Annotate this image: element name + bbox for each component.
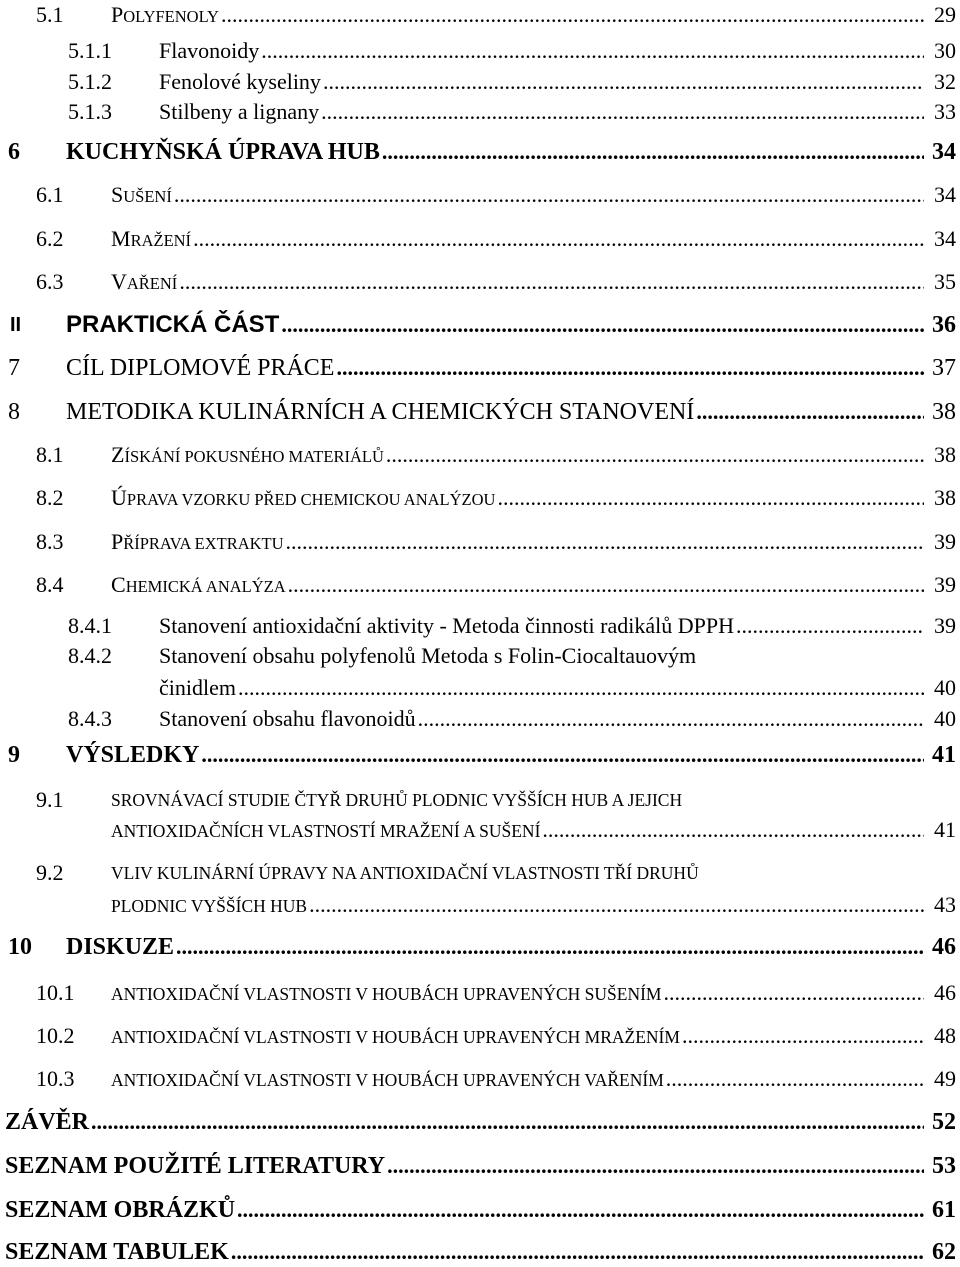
toc-entry-title: ÚPRAVA VZORKU PŘED CHEMICKOU ANALÝZOU [111, 485, 496, 510]
toc-entry-title-cont: ANTIOXIDAČNÍCH VLASTNOSTÍ MRAŽENÍ A SUŠENÍ [111, 821, 541, 841]
toc-entry-page: 33 [934, 99, 956, 124]
dot-leader [281, 310, 924, 340]
toc-entry-page: 34 [934, 182, 956, 207]
toc-entry-tabulky[interactable] [0, 1237, 956, 1267]
toc-entry-page: 46 [934, 980, 956, 1005]
toc-entry-page: 34 [934, 226, 956, 251]
toc-entry-page: 39 [934, 572, 956, 597]
toc-entry-number: 5.1.3 [68, 99, 112, 124]
toc-entry-number: 8.4.1 [68, 613, 112, 638]
toc-entry-number: 6.1 [36, 182, 64, 207]
dot-leader [288, 570, 924, 600]
dot-leader [231, 1237, 924, 1267]
toc-entry-title: SEZNAM TABULEK [5, 1239, 229, 1265]
toc-entry-number: 9.2 [36, 860, 64, 885]
toc-entry-title: ZÍSKÁNÍ POKUSNÉHO MATERIÁLŮ [111, 442, 384, 467]
toc-entry-page: 43 [934, 892, 956, 917]
toc-entry-number: 5.1 [36, 2, 64, 27]
dot-leader [666, 1064, 924, 1094]
toc-entry-10-2[interactable] [0, 1021, 956, 1051]
dot-leader [193, 224, 924, 254]
dot-leader [261, 36, 924, 66]
toc-entry-5-1-1[interactable] [0, 36, 956, 66]
toc-entry-title-cont: PLODNIC VYŠŠÍCH HUB [111, 896, 308, 916]
toc-entry-number: 8 [8, 399, 20, 425]
toc-entry-8-2[interactable] [0, 483, 956, 513]
toc-entry-title: Stanovení antioxidační aktivity - Metoda činnosti radikálů DPPH [159, 613, 734, 638]
toc-entry-7[interactable] [0, 353, 956, 383]
toc-entry-title: Stanovení obsahu flavonoidů [159, 706, 416, 731]
toc-entry-8[interactable] [0, 397, 956, 427]
toc-entry-page: 61 [932, 1197, 956, 1223]
dot-leader [201, 740, 924, 770]
toc-entry-title: VÝSLEDKY [66, 742, 200, 768]
dot-leader [237, 1195, 924, 1225]
toc-entry-title: PRAKTICKÁ ČÁST [66, 311, 280, 338]
toc-entry-page: 52 [932, 1109, 956, 1135]
toc-entry-page: 34 [932, 139, 956, 165]
toc-entry-title: ZÁVĚR [5, 1109, 90, 1135]
toc-entry-title: VLIV KULINÁRNÍ ÚPRAVY NA ANTIOXIDAČNÍ VLASTNOSTI TŘÍ DRUHŮ [111, 863, 699, 883]
toc-entry-page: 49 [934, 1066, 956, 1091]
toc-entry-title: CÍL DIPLOMOVÉ PRÁCE [66, 355, 335, 381]
toc-entry-8-4-3[interactable] [0, 704, 956, 734]
toc-entry-title: KUCHYŇSKÁ ÚPRAVA HUB [66, 139, 380, 165]
toc-entry-5-1-3[interactable] [0, 97, 956, 127]
toc-entry-title: CHEMICKÁ ANALÝZA [111, 572, 286, 597]
dot-leader [387, 1151, 924, 1181]
dot-leader [323, 67, 924, 97]
dot-leader [542, 815, 924, 845]
toc-entry-number: 10 [8, 934, 32, 960]
toc-entry-title: SROVNÁVACÍ STUDIE ČTYŘ DRUHŮ PLODNIC VYŠŠÍCH HUB A JEJICH [111, 790, 683, 810]
toc-entry-number: 8.1 [36, 442, 64, 467]
dot-leader [497, 483, 924, 513]
toc-entry-number: 7 [8, 355, 20, 381]
toc-entry-page: 36 [932, 312, 956, 338]
toc-entry-8-4-1[interactable] [0, 611, 956, 641]
dot-leader [309, 890, 924, 920]
toc-entry-10[interactable] [0, 932, 956, 962]
toc-entry-number: 9.1 [36, 787, 64, 812]
toc-entry-page: 41 [934, 817, 956, 842]
toc-entry-8-4-2[interactable] [0, 641, 956, 703]
toc-entry-8-4[interactable] [0, 570, 956, 600]
dot-leader [321, 97, 924, 127]
toc-entry-page: 48 [934, 1023, 956, 1048]
toc-entry-number: 8.4 [36, 572, 64, 597]
toc-entry-title-cont: činidlem [159, 675, 236, 700]
dot-leader [663, 978, 924, 1008]
dot-leader [418, 704, 924, 734]
dot-leader [91, 1107, 924, 1137]
dot-leader [238, 673, 924, 703]
toc-entry-page: 37 [932, 355, 956, 381]
dot-leader [382, 137, 924, 167]
toc-entry-10-3[interactable] [0, 1064, 956, 1094]
toc-entry-8-3[interactable] [0, 527, 956, 557]
toc-entry-page: 39 [934, 613, 956, 638]
dot-leader [696, 397, 924, 427]
toc-entry-title: PŘÍPRAVA EXTRAKTU [111, 529, 284, 554]
toc-entry-number: 10.2 [36, 1023, 75, 1048]
toc-entry-title: SEZNAM POUŽITÉ LITERATURY [5, 1153, 386, 1179]
toc-entry-title: POLYFENOLY [111, 2, 219, 27]
dot-leader [336, 353, 924, 383]
toc-entry-page: 41 [932, 742, 956, 768]
toc-entry-6[interactable] [0, 137, 956, 167]
toc-entry-number: 9 [8, 742, 20, 768]
toc-entry-title: ANTIOXIDAČNÍ VLASTNOSTI V HOUBÁCH UPRAVENÝCH SUŠENÍM [111, 984, 662, 1004]
toc-entry-title: Flavonoidy [159, 38, 260, 63]
toc-entry-number: 5.1.1 [68, 38, 112, 63]
dot-leader [736, 611, 924, 641]
toc-entry-page: 29 [934, 2, 956, 27]
toc-entry-title: MRAŽENÍ [111, 226, 192, 251]
toc-entry-page: 46 [932, 934, 956, 960]
toc-entry-5-1-2[interactable] [0, 67, 956, 97]
toc-entry-8-1[interactable] [0, 440, 956, 470]
toc-entry-number: 10.1 [36, 980, 75, 1005]
toc-entry-title: ANTIOXIDAČNÍ VLASTNOSTI V HOUBÁCH UPRAVENÝCH MRAŽENÍM [111, 1027, 680, 1047]
dot-leader [176, 932, 924, 962]
toc-entry-title: Stilbeny a lignany [159, 99, 320, 124]
toc-entry-page: 38 [934, 485, 956, 510]
toc-entry-5-1[interactable] [0, 0, 956, 30]
toc-entry-6-2[interactable] [0, 224, 956, 254]
toc-entry-title: Fenolové kyseliny [159, 69, 321, 94]
toc-entry-page: 40 [934, 675, 956, 700]
dot-leader [174, 180, 924, 210]
toc-entry-number: II [10, 314, 22, 336]
toc-entry-number: 5.1.2 [68, 69, 112, 94]
toc-entry-number: 6 [8, 139, 20, 165]
toc-entry-page: 38 [934, 442, 956, 467]
toc-entry-page: 32 [934, 69, 956, 94]
toc-entry-title: VAŘENÍ [111, 269, 178, 294]
toc-entry-number: 6.2 [36, 226, 64, 251]
toc-entry-6-1[interactable] [0, 180, 956, 210]
toc-entry-obrazky[interactable] [0, 1195, 956, 1225]
dot-leader [286, 527, 924, 557]
toc-entry-page: 62 [932, 1239, 956, 1265]
toc-entry-page: 30 [934, 38, 956, 63]
toc-entry-title: DISKUZE [66, 934, 175, 960]
toc-entry-zaver[interactable] [0, 1107, 956, 1137]
toc-entry-9-1[interactable] [0, 785, 956, 855]
toc-entry-number: 10.3 [36, 1066, 75, 1091]
toc-entry-page: 53 [932, 1153, 956, 1179]
dot-leader [386, 440, 924, 470]
toc-entry-9[interactable] [0, 740, 956, 770]
dot-leader [682, 1021, 924, 1051]
dot-leader [179, 267, 924, 297]
toc-entry-10-1[interactable] [0, 978, 956, 1008]
toc-entry-number: 8.4.3 [68, 706, 112, 731]
toc-entry-page: 39 [934, 529, 956, 554]
toc-entry-number: 8.3 [36, 529, 64, 554]
toc-entry-number: 8.4.2 [68, 643, 112, 668]
toc-entry-number: 6.3 [36, 269, 64, 294]
toc-entry-page: 40 [934, 706, 956, 731]
toc-entry-title: ANTIOXIDAČNÍ VLASTNOSTI V HOUBÁCH UPRAVENÝCH VAŘENÍM [111, 1070, 664, 1090]
toc-entry-6-3[interactable] [0, 267, 956, 297]
toc-entry-title: SUŠENÍ [111, 182, 172, 207]
toc-entry-literatura[interactable] [0, 1151, 956, 1181]
dot-leader [221, 0, 924, 30]
toc-entry-9-2[interactable] [0, 858, 956, 928]
toc-entry-part-ii[interactable] [0, 310, 956, 340]
toc-entry-title: METODIKA KULINÁRNÍCH A CHEMICKÝCH STANOVENÍ [66, 399, 695, 425]
toc-entry-number: 8.2 [36, 485, 64, 510]
toc-entry-page: 38 [932, 399, 956, 425]
toc-entry-page: 35 [934, 269, 956, 294]
toc-entry-title: Stanovení obsahu polyfenolů Metoda s Folin-Ciocaltauovým [159, 643, 697, 668]
toc-entry-title: SEZNAM OBRÁZKŮ [5, 1197, 236, 1223]
